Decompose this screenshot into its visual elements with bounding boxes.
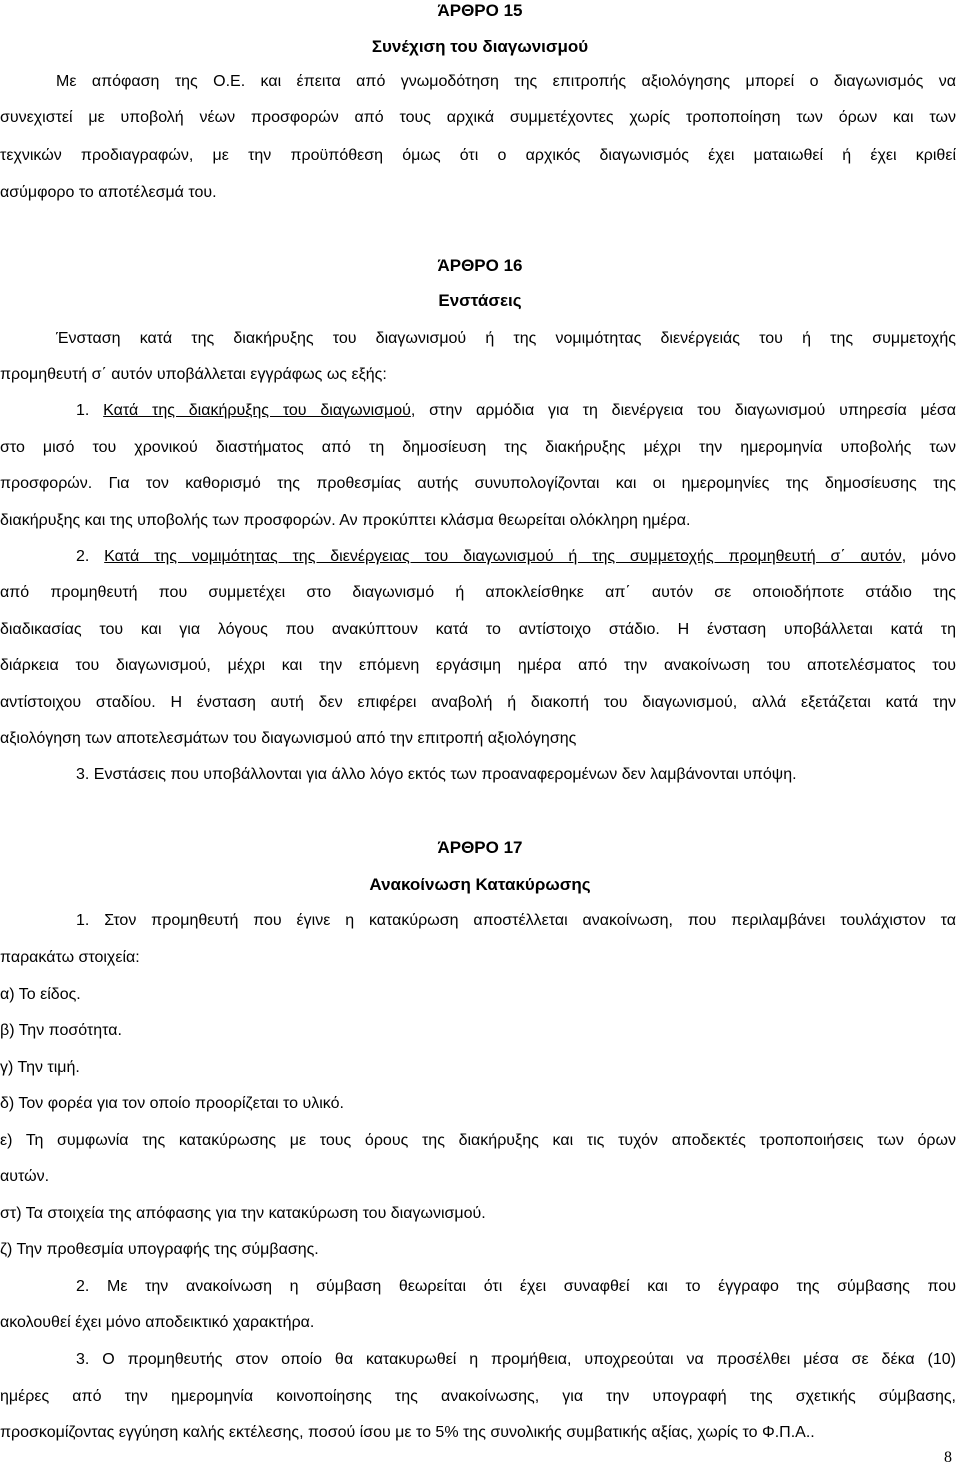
article-17-item-st: στ) Τα στοιχεία της απόφασης για την κατακύρωση του διαγωνισμού. [0,1205,486,1222]
article-17-p3-line-3: προσκομίζοντας εγγύηση καλής εκτέλεσης, ποσού ίσου με το 5% της συνολικής συμβατικής αξίας, χωρίς το Φ.Π.Α.. [0,1424,815,1441]
article-16-p1-first-rest: , στην αρμόδια για τη διενέργεια του διαγωνισμού υπηρεσία μέσα [410,402,956,419]
article-17-item-c: γ) Την τιμή. [0,1059,80,1076]
article-17-p3-line-2: ημέρες από την ημερομηνία κοινοποίησης της ανακοίνωσης, για την υπογραφή της σχετικής σύμβασης, [0,1388,956,1405]
article-17-title: Ανακοίνωση Κατακύρωσης [369,875,591,894]
page-number: 8 [944,1449,952,1466]
article-15-title: Συνέχιση του διαγωνισμού [371,37,589,56]
article-16-p1-first-line [76,401,956,421]
article-16-p3: 3. Ενστάσεις που υποβάλλονται για άλλο λόγο εκτός των προαναφερομένων δεν λαμβάνονται υπόψη. [76,766,797,783]
article-16-p2-line-4: διάρκεια του διαγωνισμού, μέχρι και την επόμενη εργάσιμη ημέρα από την ανακοίνωση του αποτελέσματος του [0,657,956,674]
article-16-intro-line-1: Ένσταση κατά της διακήρυξης του διαγωνισμού ή της νομιμότητας διενέργειάς του ή της συμμετοχής [56,330,956,347]
article-16-p2-line-2: από προμηθευτή που συμμετέχει στο διαγωνισμό ή αποκλείσθηκε απ΄ αυτόν σε οποιοδήποτε στάδιο της [0,584,956,601]
article-17-p3-line-1: 3. Ο προμηθευτής στον οποίο θα κατακυρωθεί η προμήθεια, υποχρεούται να προσέλθει μέσα σε δέκα (10) [76,1351,956,1368]
article-15-line-3: τεχνικών προδιαγραφών, με την προϋπόθεση όμως ότι ο αρχικός διαγωνισμός έχει ματαιωθεί ή έχει κριθεί [0,147,956,164]
article-17-item-e-line-1: ε) Τη συμφωνία της κατακύρωσης με τους όρους της διακήρυξης και τις τυχόν αποδεκτές τροποποιήσεις των όρων [0,1132,956,1149]
article-16-p1-number: 1. [76,402,90,419]
article-16-p1-line-3: προσφορών. Για τον καθορισμό της προθεσμίας αυτής συνυπολογίζονται και οι ημερομηνίες της δημοσίευσης της [0,475,956,492]
article-16-p1-line-4: διακήρυξης και της υποβολής των προσφορών. Αν προκύπτει κλάσμα θεωρείται ολόκληρη ημέρα. [0,512,691,529]
article-15-line-2: συνεχιστεί με υποβολή νέων προσφορών από τους αρχικά συμμετέχοντες χωρίς τροποποίηση των όρων και των [0,109,956,126]
article-17-item-d: δ) Τον φορέα για τον οποίο προορίζεται το υλικό. [0,1095,344,1112]
article-17-item-z: ζ) Την προθεσμία υπογραφής της σύμβασης. [0,1241,319,1258]
article-17-p2-line-2: ακολουθεί έχει μόνο αποδεικτικό χαρακτήρα. [0,1314,315,1331]
article-15-number: ΆΡΘΡΟ 15 [437,1,523,20]
article-16-p2-line-6: αξιολόγηση των αποτελεσμάτων του διαγωνισμού από την επιτροπή αξιολόγησης [0,730,577,747]
article-17-p1-line-1: 1. Στον προμηθευτή που έγινε η κατακύρωση αποστέλλεται ανακοίνωση, που περιλαμβάνει τουλάχιστον τα [76,912,956,929]
article-17-p1-line-2: παρακάτω στοιχεία: [0,949,140,966]
article-15-line-4: ασύμφορο το αποτέλεσμά του. [0,184,217,201]
article-16-number: ΆΡΘΡΟ 16 [437,256,523,275]
article-17-number: ΆΡΘΡΟ 17 [437,838,523,857]
article-17-item-a: α) Το είδος. [0,986,81,1003]
article-17-p2-line-1: 2. Με την ανακοίνωση η σύμβαση θεωρείται ότι έχει συναφθεί και το έγγραφο της σύμβασης που [76,1278,956,1295]
article-16-p2-first-rest: , μόνο [901,548,957,565]
article-16-p2-line-5: αντίστοιχου σταδίου. Η ένσταση αυτή δεν επιφέρει αναβολή ή διακοπή του διαγωνισμού, αλλά εξετάζεται κατά την [0,694,956,711]
article-16-p1-line-2: στο μισό του χρονικού διαστήματος από τη δημοσίευση της διακήρυξης μέχρι την ημερομηνία υποβολής των [0,439,956,456]
article-16-title: Ενστάσεις [438,291,522,310]
article-17-item-e-line-2: αυτών. [0,1168,50,1185]
article-16-p1-underlined: Κατά της διακήρυξης του διαγωνισμού [103,402,411,419]
article-15-line-1: Με απόφαση της Ο.Ε. και έπειτα από γνωμοδότηση της επιτροπής αξιολόγησης μπορεί ο διαγωνισμός να [56,73,956,90]
article-16-p2-first-line [76,547,956,567]
article-16-intro-line-2: προμηθευτή σ΄ αυτόν υποβάλλεται εγγράφως ως εξής: [0,366,387,383]
article-16-p2-line-3: διαδικασίας του και για λόγους που ανακύπτουν κατά το αντίστοιχο στάδιο. Η ένσταση υποβάλλεται κατά τη [0,621,956,638]
article-16-p2-underlined: Κατά της νομιμότητας της διενέργειας του διαγωνισμού ή της συμμετοχής προμηθευτή σ΄ αυτόν [104,548,902,565]
article-17-item-b: β) Την ποσότητα. [0,1022,122,1039]
article-16-p2-number: 2. [76,548,90,565]
